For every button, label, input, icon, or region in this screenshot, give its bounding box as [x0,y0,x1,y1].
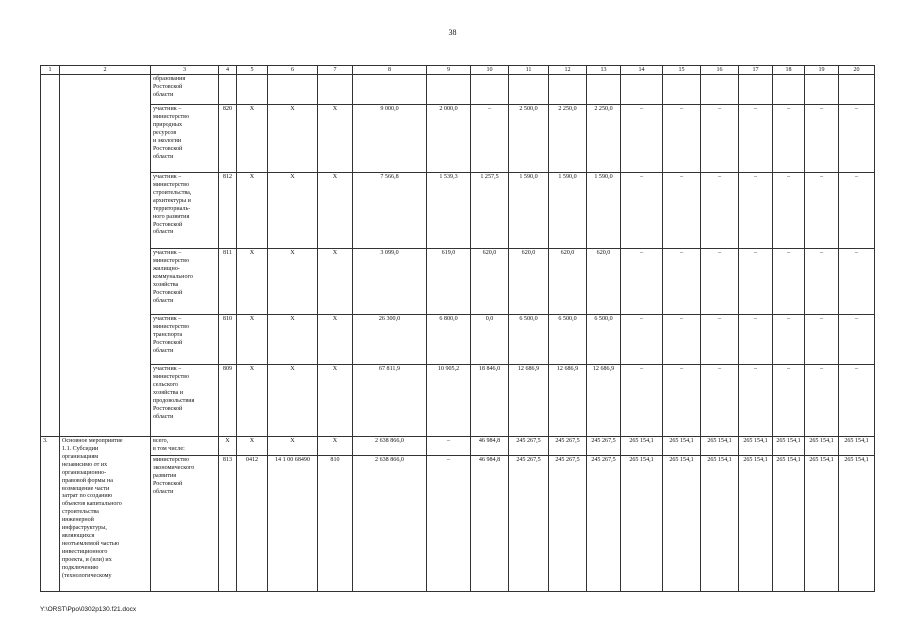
value-cell [805,75,839,105]
value-cell: 265 154,1 [701,437,739,456]
value-cell: X [237,249,268,315]
value-cell [219,75,237,105]
value-cell: X [318,173,353,249]
column-number: 2 [60,66,151,75]
value-cell: – [805,365,839,437]
value-cell: 811 [219,249,237,315]
column-number: 4 [219,66,237,75]
value-cell: 812 [219,173,237,249]
value-cell: 620,0 [509,249,549,315]
value-cell: X [318,365,353,437]
value-cell [773,75,805,105]
value-cell [471,75,509,105]
value-cell [839,75,875,105]
value-cell: 265 154,1 [621,455,663,591]
column-number: 8 [353,66,427,75]
value-cell: – [663,173,701,249]
value-cell: – [839,173,875,249]
table-row [41,455,875,591]
value-cell: 245 267,5 [549,437,587,456]
value-cell: X [268,315,318,365]
value-cell: 2 000,0 [427,105,471,173]
value-cell: 265 154,1 [701,455,739,591]
value-cell: 265 154,1 [739,437,773,456]
value-cell: 620,0 [471,249,509,315]
value-cell: X [268,249,318,315]
value-cell: X [219,437,237,456]
value-cell: 245 267,5 [509,437,549,456]
value-cell: – [739,173,773,249]
value-cell: 265 154,1 [663,437,701,456]
value-cell: 0,0 [471,315,509,365]
event-name-cell [60,75,151,437]
column-number-row [41,66,875,75]
value-cell: 265 154,1 [621,437,663,456]
value-cell: X [318,315,353,365]
value-cell: 265 154,1 [805,455,839,591]
column-number: 1 [41,66,60,75]
value-cell: 18 846,0 [471,365,509,437]
value-cell: – [427,455,471,591]
participant-cell: министерство экономического развития Ростовской области [151,455,219,591]
value-cell: 245 267,5 [587,437,621,456]
value-cell: 810 [219,315,237,365]
column-number: 18 [773,66,805,75]
participant-cell: образования Ростовской области [151,75,219,105]
value-cell: 2 638 866,0 [353,437,427,456]
value-cell: 1 590,0 [587,173,621,249]
budget-table [40,65,875,592]
value-cell: 6 500,0 [549,315,587,365]
value-cell: – [701,105,739,173]
column-number: 12 [549,66,587,75]
value-cell: 820 [219,105,237,173]
value-cell: – [663,105,701,173]
value-cell [621,75,663,105]
value-cell: – [839,365,875,437]
column-number: 7 [318,66,353,75]
value-cell: X [318,249,353,315]
value-cell: 1 539,3 [427,173,471,249]
value-cell: 7 566,8 [353,173,427,249]
footer-file-path: Y:\ORST\Ppo\0302p130.f21.docx [40,606,137,613]
participant-cell: участник – министерство природных ресурсов и экологии Ростовской области [151,105,219,173]
value-cell: – [621,365,663,437]
value-cell: – [739,249,773,315]
value-cell: 620,0 [549,249,587,315]
value-cell: – [621,249,663,315]
value-cell: 265 154,1 [839,437,875,456]
participant-cell: всего, в том числе: [151,437,219,456]
value-cell: X [237,365,268,437]
event-title-cell: Основное мероприятие 1.1. Субсидии организациям независимо от их организационно- правовой формы на возмещение части затрат по созданию объектов капитального строительства инженерной инфраструктуры, являющихся неотъемлемой частью инвестиционного проекта, и (или) их подключению (технологическому [60,437,151,592]
value-cell [549,75,587,105]
value-cell: 245 267,5 [509,455,549,591]
value-cell: 6 500,0 [509,315,549,365]
value-cell: – [773,315,805,365]
column-number: 5 [237,66,268,75]
value-cell: – [701,249,739,315]
value-cell: X [318,437,353,456]
table-row [41,173,875,249]
value-cell: – [773,173,805,249]
table-row [41,437,875,456]
column-number: 15 [663,66,701,75]
value-cell: X [237,173,268,249]
value-cell: 10 905,2 [427,365,471,437]
participant-cell: участник – министерство транспорта Ростовской области [151,315,219,365]
value-cell: 265 154,1 [739,455,773,591]
value-cell: – [805,315,839,365]
value-cell: 67 811,9 [353,365,427,437]
value-cell: X [318,105,353,173]
column-number: 14 [621,66,663,75]
value-cell: – [839,249,875,315]
column-number: 19 [805,66,839,75]
value-cell: – [805,249,839,315]
value-cell: – [427,437,471,456]
value-cell [587,75,621,105]
page-number: 38 [448,28,457,37]
value-cell: 245 267,5 [587,455,621,591]
value-cell: X [237,315,268,365]
value-cell: X [268,105,318,173]
value-cell: 12 686,9 [587,365,621,437]
value-cell: – [701,315,739,365]
value-cell: 12 686,9 [549,365,587,437]
value-cell [427,75,471,105]
column-number: 9 [427,66,471,75]
value-cell: – [663,315,701,365]
table-row [41,365,875,437]
value-cell: – [839,315,875,365]
value-cell: – [701,365,739,437]
table-row [41,75,875,105]
value-cell: 245 267,5 [549,455,587,591]
value-cell [318,75,353,105]
value-cell: 1 257,5 [471,173,509,249]
table-row [41,315,875,365]
value-cell [663,75,701,105]
value-cell: 6 500,0 [587,315,621,365]
participant-cell: участник – министерство строительства, архитектуры и территориаль- ного развития Ростовской области [151,173,219,249]
value-cell [509,75,549,105]
number-cell [41,75,60,437]
participant-cell: участник – министерство жилищно- коммунального хозяйства Ростовской области [151,249,219,315]
value-cell: 14 1 00 68490 [268,455,318,591]
value-cell: 2 250,0 [549,105,587,173]
value-cell: X [268,437,318,456]
column-number: 11 [509,66,549,75]
value-cell: 46 984,8 [471,455,509,591]
value-cell: 1 590,0 [509,173,549,249]
value-cell: 619,0 [427,249,471,315]
column-number: 16 [701,66,739,75]
value-cell: – [739,365,773,437]
value-cell: 265 154,1 [839,455,875,591]
value-cell: X [237,437,268,456]
value-cell: – [701,173,739,249]
value-cell: 813 [219,455,237,591]
column-number: 17 [739,66,773,75]
value-cell: 9 000,0 [353,105,427,173]
value-cell: – [663,365,701,437]
value-cell: – [739,315,773,365]
value-cell: – [773,249,805,315]
value-cell: 3 099,0 [353,249,427,315]
value-cell: – [621,173,663,249]
value-cell: X [268,173,318,249]
value-cell [237,75,268,105]
value-cell: 809 [219,365,237,437]
table-row [41,249,875,315]
value-cell: – [839,105,875,173]
value-cell: 265 154,1 [663,455,701,591]
value-cell: 46 984,8 [471,437,509,456]
value-cell: – [773,105,805,173]
participant-cell: участник – министерство сельского хозяйства и продовольствия Ростовской области [151,365,219,437]
value-cell: – [471,105,509,173]
value-cell [353,75,427,105]
value-cell: 810 [318,455,353,591]
value-cell: 265 154,1 [773,437,805,456]
column-number: 13 [587,66,621,75]
value-cell: – [621,315,663,365]
table-row [41,105,875,173]
column-number: 20 [839,66,875,75]
column-number: 6 [268,66,318,75]
column-number: 3 [151,66,219,75]
value-cell: 2 638 866,0 [353,455,427,591]
value-cell [701,75,739,105]
value-cell: 12 686,9 [509,365,549,437]
value-cell: 2 500,0 [509,105,549,173]
event-number-cell: 3. [41,437,60,592]
value-cell: X [237,105,268,173]
value-cell: 2 250,0 [587,105,621,173]
value-cell: 1 590,0 [549,173,587,249]
value-cell: 265 154,1 [805,437,839,456]
value-cell: 26 300,0 [353,315,427,365]
value-cell: – [663,249,701,315]
value-cell: – [773,365,805,437]
value-cell: – [739,105,773,173]
value-cell: 6 800,0 [427,315,471,365]
value-cell: – [621,105,663,173]
value-cell [739,75,773,105]
value-cell: 265 154,1 [773,455,805,591]
value-cell: 620,0 [587,249,621,315]
value-cell: – [805,105,839,173]
value-cell [268,75,318,105]
column-number: 10 [471,66,509,75]
value-cell: X [268,365,318,437]
value-cell: 0412 [237,455,268,591]
value-cell: – [805,173,839,249]
